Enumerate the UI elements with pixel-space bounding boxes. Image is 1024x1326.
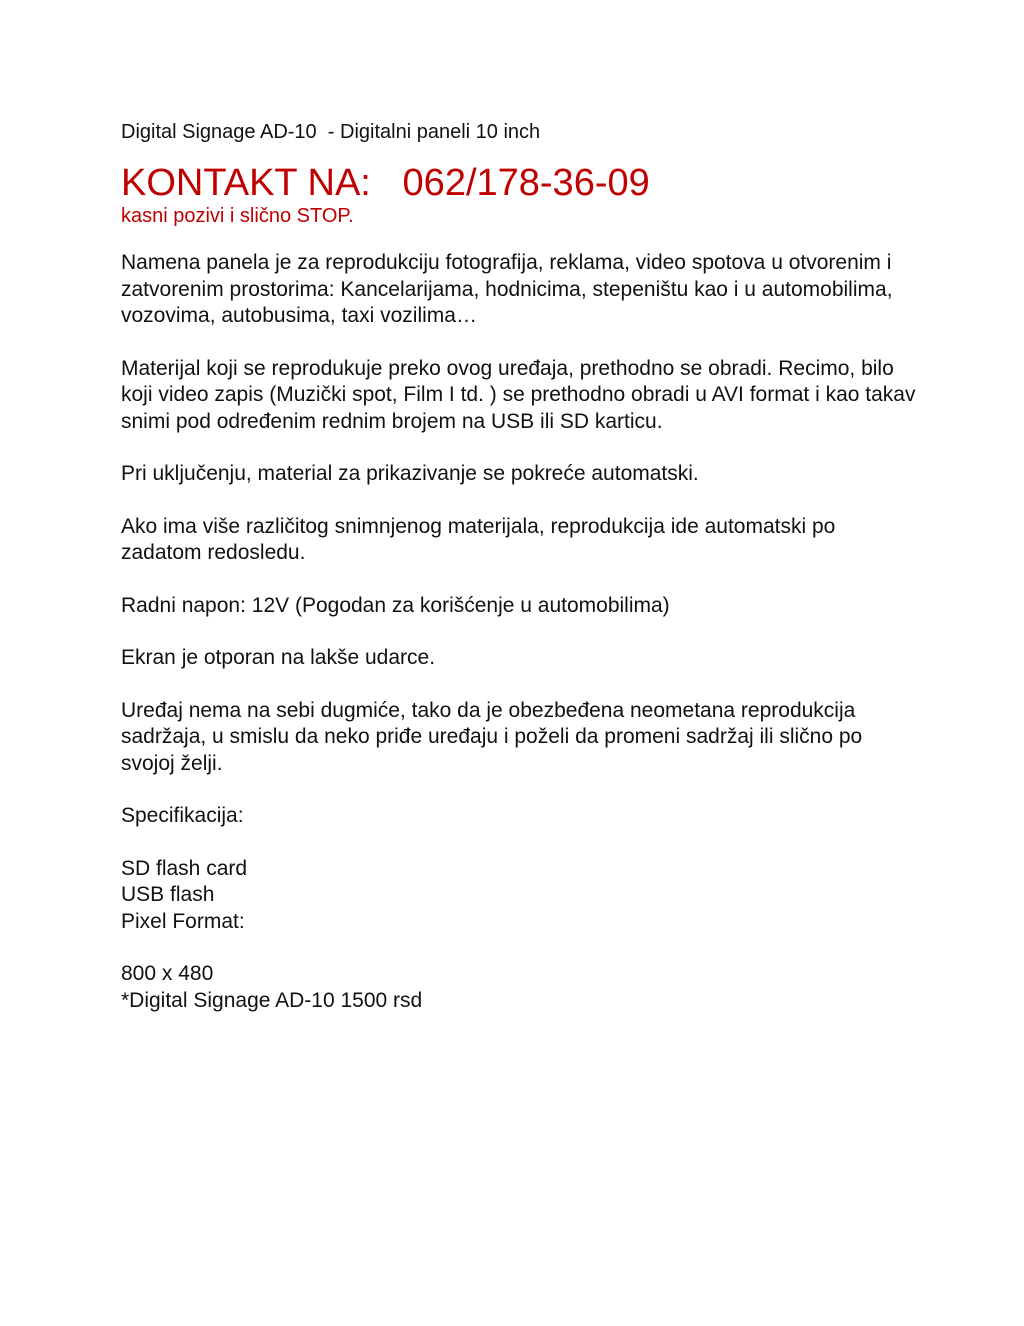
specification-heading: Specifikacija: bbox=[121, 804, 244, 827]
paragraph-material: Materijal koji se reprodukuje preko ovog uređaja, prethodno se obradi. Recimo, bilo koji video zapis (Muzički spot, Film I td. ) se prethodno obradi u AVI format i kao takav snimi pod određenim rednim brojem na USB ili SD karticu. bbox=[121, 356, 916, 433]
contact-note: kasni pozivi i slično STOP. bbox=[121, 205, 354, 227]
paragraph-purpose: Namena panela je za reprodukciju fotografija, reklama, video spotova u otvorenim i zatvorenim prostorima: Kancelarijama, hodnicima, stepeništu kao i u automobilima, vozovima, autobusima, taxi vozilima… bbox=[121, 251, 893, 327]
contact-label: KONTAKT NA: bbox=[121, 162, 371, 204]
resolution-value: 800 x 480 bbox=[121, 962, 214, 985]
contact-phone: 062/178-36-09 bbox=[402, 162, 650, 204]
specification-list bbox=[121, 856, 921, 936]
contact-line bbox=[121, 162, 921, 204]
document-title: Digital Signage AD-10 - Digitalni paneli 10 inch bbox=[121, 121, 541, 143]
paragraph-autostart: Pri uključenju, material za prikazivanje se pokreće automatski. bbox=[121, 462, 699, 485]
document-page bbox=[121, 119, 921, 1014]
resolution-price-list bbox=[121, 961, 921, 1014]
paragraph-voltage: Radni napon: 12V (Pogodan za korišćenje u automobilima) bbox=[121, 593, 670, 617]
paragraph-playback-order: Ako ima više različitog snimnjenog materijala, reprodukcija ide automatski po zadatom redosledu. bbox=[121, 514, 836, 564]
spec-item: SD flash card bbox=[121, 856, 248, 880]
spec-item: Pixel Format: bbox=[121, 909, 245, 933]
price-line: *Digital Signage AD-10 1500 rsd bbox=[121, 988, 423, 1012]
paragraph-screen: Ekran je otporan na lakše udarce. bbox=[121, 646, 436, 669]
paragraph-no-buttons: Uređaj nema na sebi dugmiće, tako da je obezbeđena neometana reprodukcija sadržaja, u smislu da neko priđe uređaju i poželi da promeni sadržaj ili slično po svojoj želji. bbox=[121, 698, 863, 775]
spec-item: USB flash bbox=[121, 883, 215, 906]
